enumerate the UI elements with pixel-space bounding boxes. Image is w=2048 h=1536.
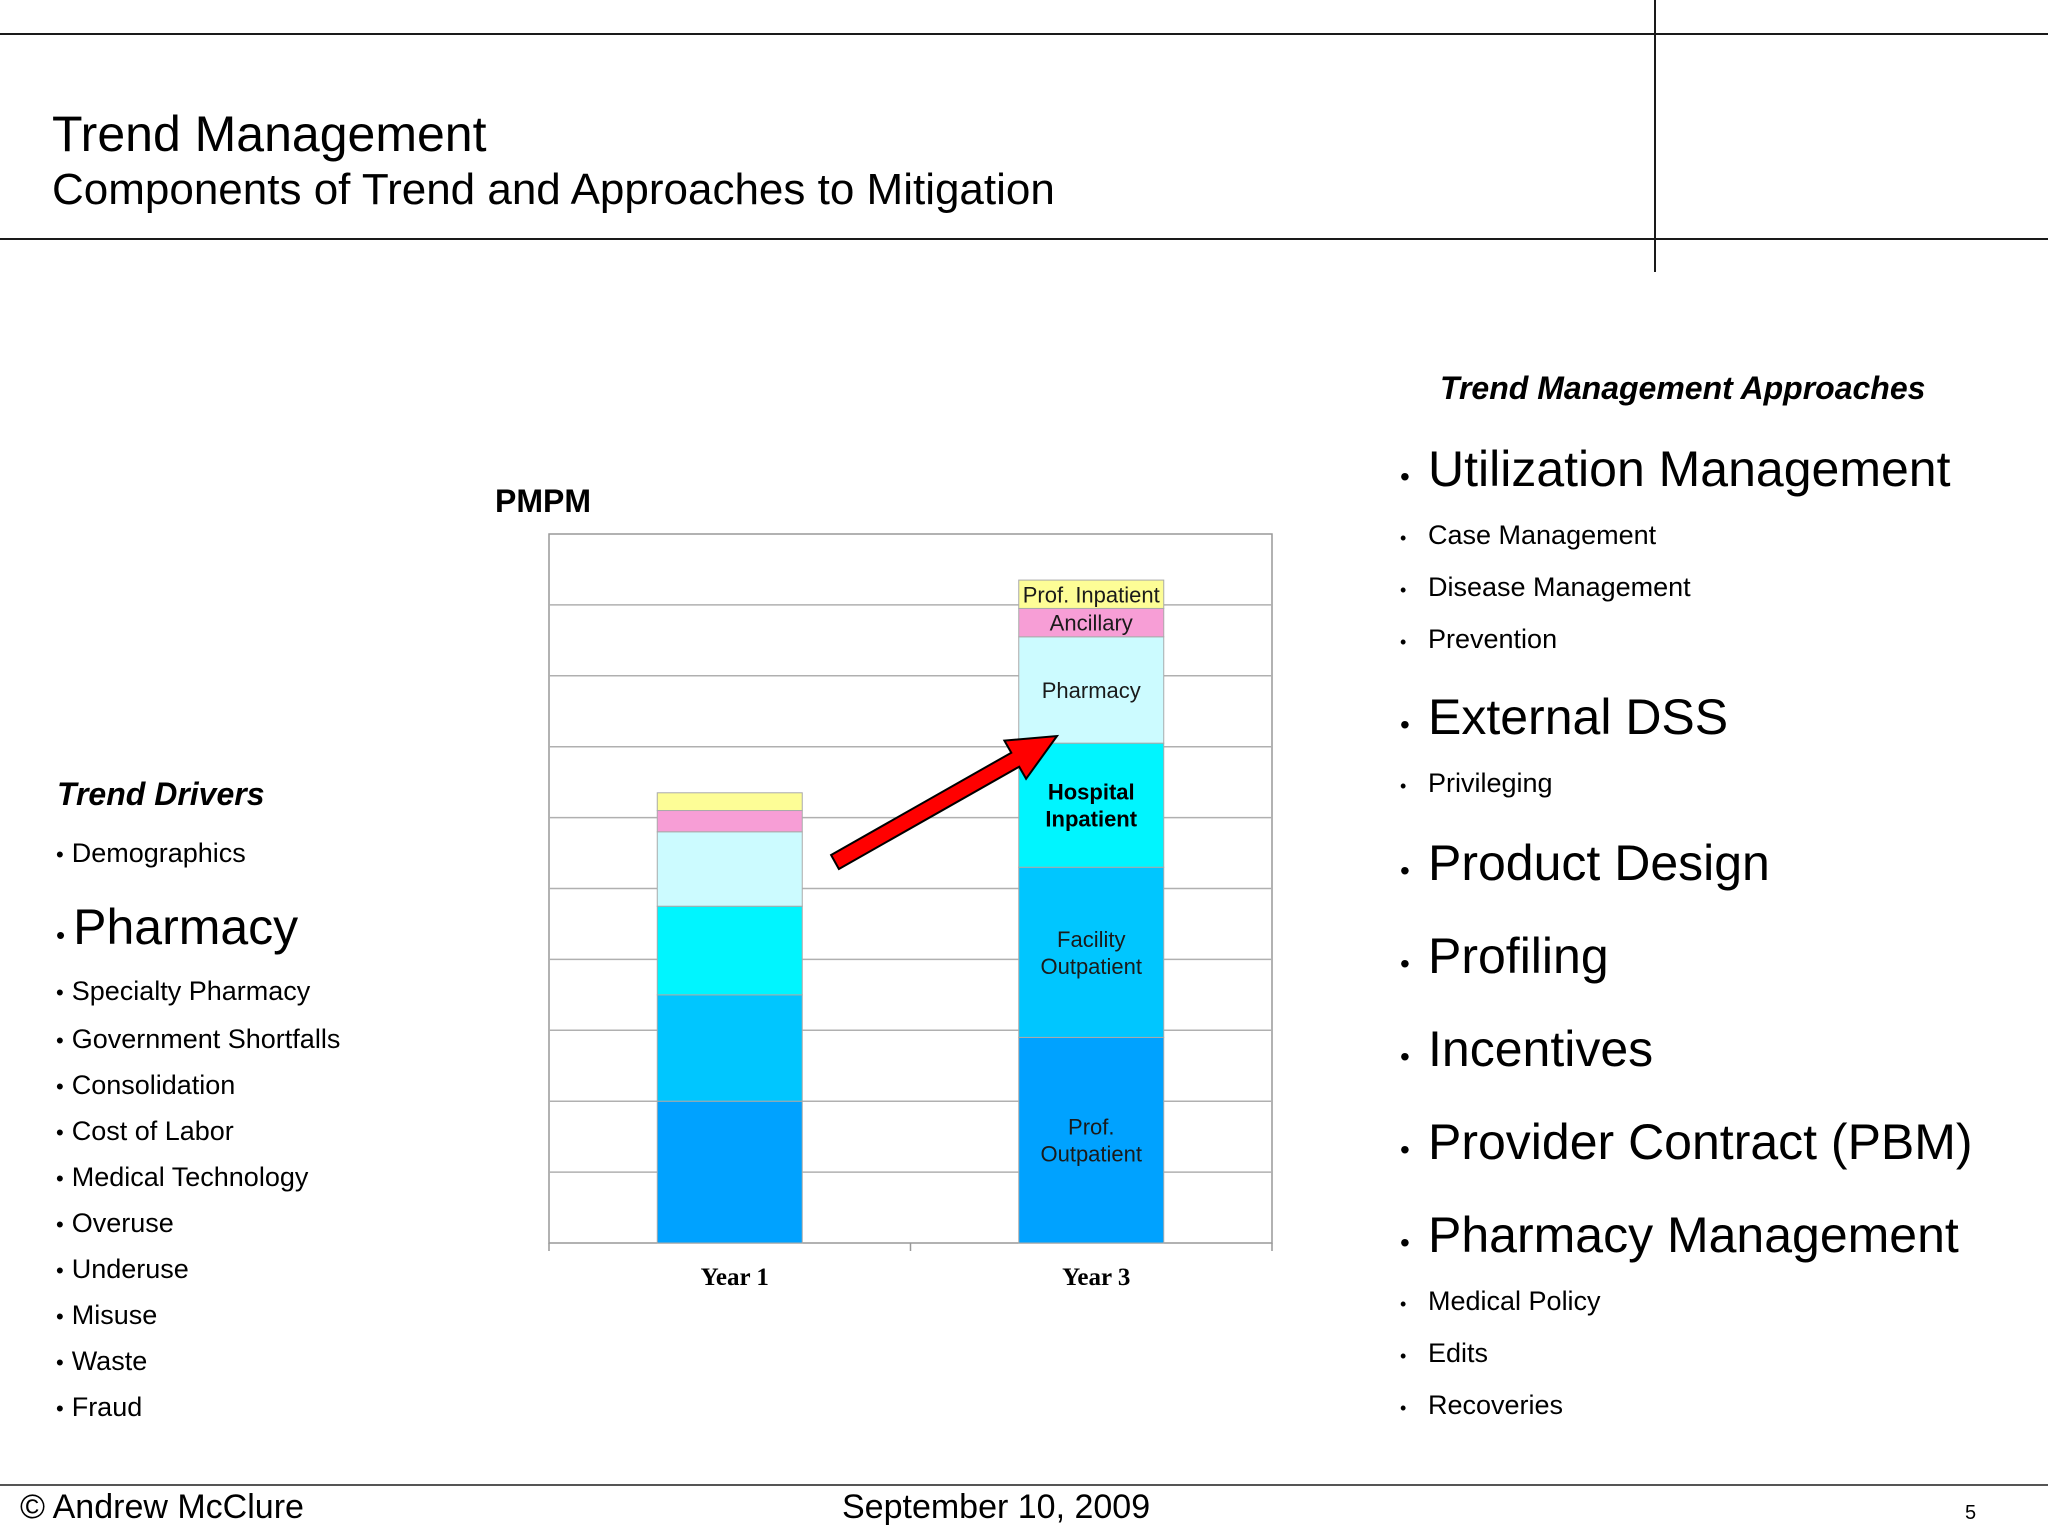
trend-drivers-heading: Trend Drivers xyxy=(57,776,265,812)
approach-item-prevention: • Prevention xyxy=(1400,624,1558,654)
top-rule xyxy=(0,33,2048,35)
bar-segment-pharmacy-year-1 xyxy=(657,832,802,906)
driver-item-fraud: • Fraud xyxy=(56,1392,143,1422)
segment-label-ancillary: Ancillary xyxy=(1049,610,1133,636)
x-tick-label: Year 3 xyxy=(1062,1264,1131,1291)
footer-author: © Andrew McClure xyxy=(20,1488,304,1526)
driver-item-overuse: • Overuse xyxy=(56,1208,174,1238)
bar-segment-prof-outpatient-year-1 xyxy=(657,1101,802,1243)
driver-item-consolidation: • Consolidation xyxy=(56,1070,236,1100)
approach-item-external-dss: • External DSS xyxy=(1400,689,1729,745)
segment-label-hospital-inpatient: Hospital xyxy=(1047,779,1135,805)
approach-item-incentives: • Incentives xyxy=(1400,1021,1654,1077)
pmpm-stacked-bar-chart xyxy=(480,480,1300,1300)
segment-label-hospital-inpatient: Inpatient xyxy=(1045,806,1138,832)
page-title: Trend Management xyxy=(52,106,487,162)
page-subtitle: Components of Trend and Approaches to Mitigation xyxy=(52,165,1055,214)
approach-item-disease-management: • Disease Management xyxy=(1400,572,1691,602)
header-bottom-rule xyxy=(0,238,2048,240)
bar-segment-ancillary-year-1 xyxy=(657,811,802,832)
driver-item-underuse: • Underuse xyxy=(56,1254,189,1284)
approach-item-medical-policy: • Medical Policy xyxy=(1400,1286,1601,1316)
driver-item-demographics: • Demographics xyxy=(56,838,246,868)
segment-label-pharmacy: Pharmacy xyxy=(1041,677,1141,703)
footer-date: September 10, 2009 xyxy=(842,1488,1151,1526)
approach-item-privileging: • Privileging xyxy=(1400,768,1553,798)
approach-item-case-management: • Case Management xyxy=(1400,520,1657,550)
bar-segment-prof-outpatient-year-3 xyxy=(1019,1037,1164,1243)
segment-label-prof-inpatient: Prof. Inpatient xyxy=(1022,582,1160,608)
bar-segment-prof-inpatient-year-1 xyxy=(657,793,802,811)
approach-item-profiling: • Profiling xyxy=(1400,928,1609,984)
approach-item-edits: • Edits xyxy=(1400,1338,1489,1368)
driver-item-misuse: • Misuse xyxy=(56,1300,158,1330)
x-tick-label: Year 1 xyxy=(700,1264,769,1291)
segment-label-facility-outpatient: Outpatient xyxy=(1040,953,1143,979)
approach-item-provider-contract: • Provider Contract (PBM) xyxy=(1400,1114,1973,1170)
approach-item-utilization-management: • Utilization Management xyxy=(1400,441,1951,497)
trend-approaches-heading: Trend Management Approaches xyxy=(1440,370,1926,406)
page-number: 5 xyxy=(1965,1502,1977,1524)
driver-item-specialty-pharmacy: • Specialty Pharmacy xyxy=(56,976,311,1006)
segment-label-prof-outpatient: Prof. xyxy=(1068,1114,1115,1140)
bar-segment-facility-outpatient-year-3 xyxy=(1019,867,1164,1037)
driver-item-waste: • Waste xyxy=(56,1346,148,1376)
driver-item-government-shortfalls: • Government Shortfalls xyxy=(56,1024,341,1054)
approach-item-pharmacy-management: • Pharmacy Management xyxy=(1400,1207,1959,1263)
driver-item-pharmacy: • Pharmacy xyxy=(56,899,299,955)
segment-label-facility-outpatient: Facility xyxy=(1057,926,1126,952)
approach-item-product-design: • Product Design xyxy=(1400,835,1770,891)
header-vertical-rule xyxy=(1654,0,1656,272)
bar-segment-hospital-inpatient-year-3 xyxy=(1019,743,1164,867)
segment-label-prof-outpatient: Outpatient xyxy=(1040,1141,1143,1167)
bar-segment-hospital-inpatient-year-1 xyxy=(657,906,802,995)
driver-item-cost-of-labor: • Cost of Labor xyxy=(56,1116,234,1146)
bar-segment-facility-outpatient-year-1 xyxy=(657,995,802,1101)
approach-item-recoveries: • Recoveries xyxy=(1400,1390,1564,1420)
footer-rule xyxy=(0,1484,2048,1486)
y-axis-label: PMPM xyxy=(495,483,591,519)
driver-item-medical-technology: • Medical Technology xyxy=(56,1162,309,1192)
